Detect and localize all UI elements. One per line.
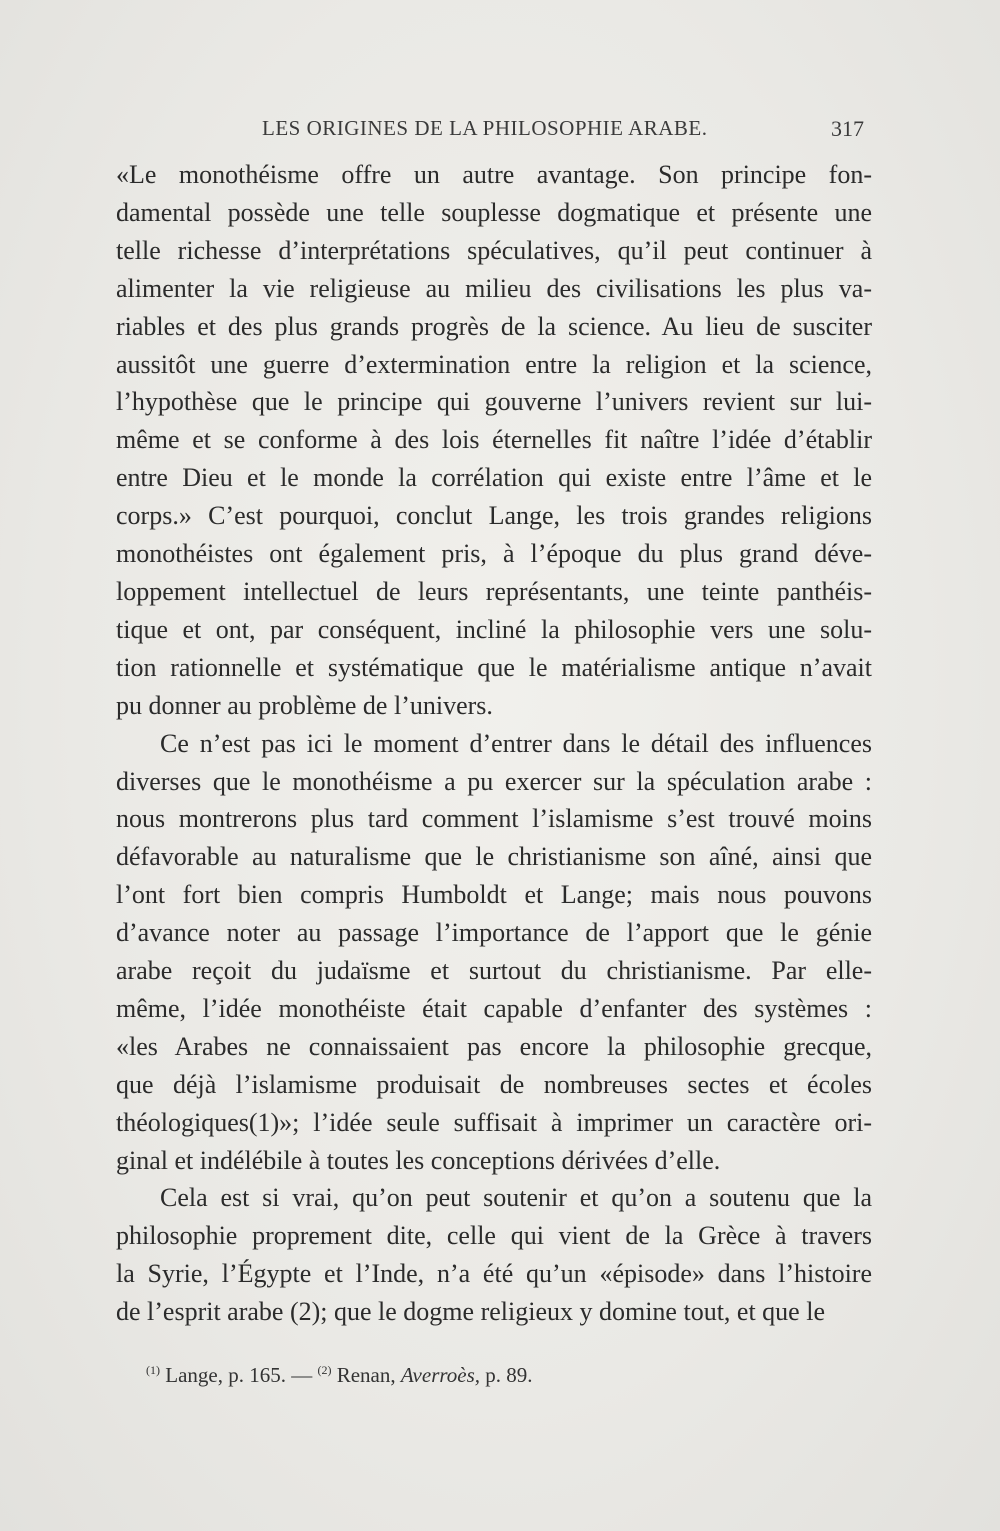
text-line: «Le monothéisme offre un autre avantage. Son principe fon- [116, 160, 872, 189]
text-line: Cela est si vrai, qu’on peut soutenir et qu’on a soutenu que la [160, 1183, 872, 1213]
text-line: théologiques(1)»; l’idée seule suffisait à imprimer un caractère ori- [116, 1107, 872, 1137]
text-line: entre Dieu et le monde la corrélation qui existe entre l’âme et le [116, 463, 872, 493]
footnote-2-work: Averroès, [400, 1363, 481, 1387]
text-line: telle richesse d’interprétations spéculatives, qu’il peut continuer à [116, 235, 872, 265]
text-line: l’hypothèse que le principe qui gouverne l’univers revient sur lui- [116, 387, 872, 417]
text-line: l’ont fort bien compris Humboldt et Lange; mais nous pouvons [116, 880, 872, 910]
text-line: défavorable au naturalisme que le christianisme son aîné, ainsi que [116, 842, 872, 872]
footnote-2-author: Renan, [336, 1363, 396, 1387]
text-line: monothéistes ont également pris, à l’époque du plus grand déve- [116, 539, 872, 569]
footnotes [146, 1363, 866, 1388]
paragraph [116, 725, 872, 1180]
footnote-2-marker: (2) [317, 1363, 332, 1377]
text-line: riables et des plus grands progrès de la science. Au lieu de susciter [116, 311, 872, 341]
running-title: LES ORIGINES DE LA PHILOSOPHIE ARABE. [262, 116, 708, 140]
text-line: tion rationnelle et systématique que le matérialisme antique n’avait [116, 652, 872, 682]
text-line: «les Arabes ne connaissaient pas encore la philosophie grecque, [116, 1031, 872, 1061]
text-line: la Syrie, l’Égypte et l’Inde, n’a été qu’un «épisode» dans l’histoire [116, 1259, 872, 1289]
running-header [262, 112, 872, 148]
footnote-2-page: p. 89. [485, 1363, 533, 1387]
text-line: tique et ont, par conséquent, incliné la philosophie vers une solu- [116, 614, 872, 644]
text-line: même, l’idée monothéiste était capable d’enfanter des systèmes : [116, 993, 872, 1023]
text-line: que déjà l’islamisme produisait de nombreuses sectes et écoles [116, 1069, 872, 1099]
footnote-1-marker: (1) [146, 1363, 160, 1377]
text-line: alimenter la vie religieuse au milieu des civilisations les plus va- [116, 273, 872, 303]
text-line: Ce n’est pas ici le moment d’entrer dans le détail des influences [160, 728, 872, 758]
paragraph [116, 1179, 872, 1331]
text-line: corps.» C’est pourquoi, conclut Lange, les trois grandes religions [116, 501, 872, 531]
footnote-1-text: Lange, p. 165. — [165, 1363, 313, 1387]
text-line: même et se conforme à des lois éternelles fit naître l’idée d’établir [116, 425, 872, 455]
paragraph [116, 156, 872, 725]
text-line: arabe reçoit du judaïsme et surtout du christianisme. Par elle- [116, 956, 872, 986]
text-line: nous montrerons plus tard comment l’islamisme s’est trouvé moins [116, 804, 872, 834]
text-line: de l’esprit arabe (2); que le dogme religieux y domine tout, et que le [116, 1297, 825, 1327]
text-line: pu donner au problème de l’univers. [116, 690, 493, 720]
text-line: loppement intellectuel de leurs représentants, une teinte panthéis- [116, 576, 872, 606]
text-line: aussitôt une guerre d’extermination entre la religion et la science, [116, 349, 872, 379]
text-line: damental possède une telle souplesse dogmatique et présente une [116, 197, 872, 227]
text-line: d’avance noter au passage l’importance de l’apport que le génie [116, 918, 872, 948]
body-text [116, 156, 872, 1331]
text-line: philosophie proprement dite, celle qui vient de la Grèce à travers [116, 1221, 872, 1251]
page-number: 317 [831, 116, 864, 141]
text-line: diverses que le monothéisme a pu exercer sur la spéculation arabe : [116, 766, 872, 796]
text-line: ginal et indélébile à toutes les conceptions dérivées d’elle. [116, 1145, 721, 1175]
